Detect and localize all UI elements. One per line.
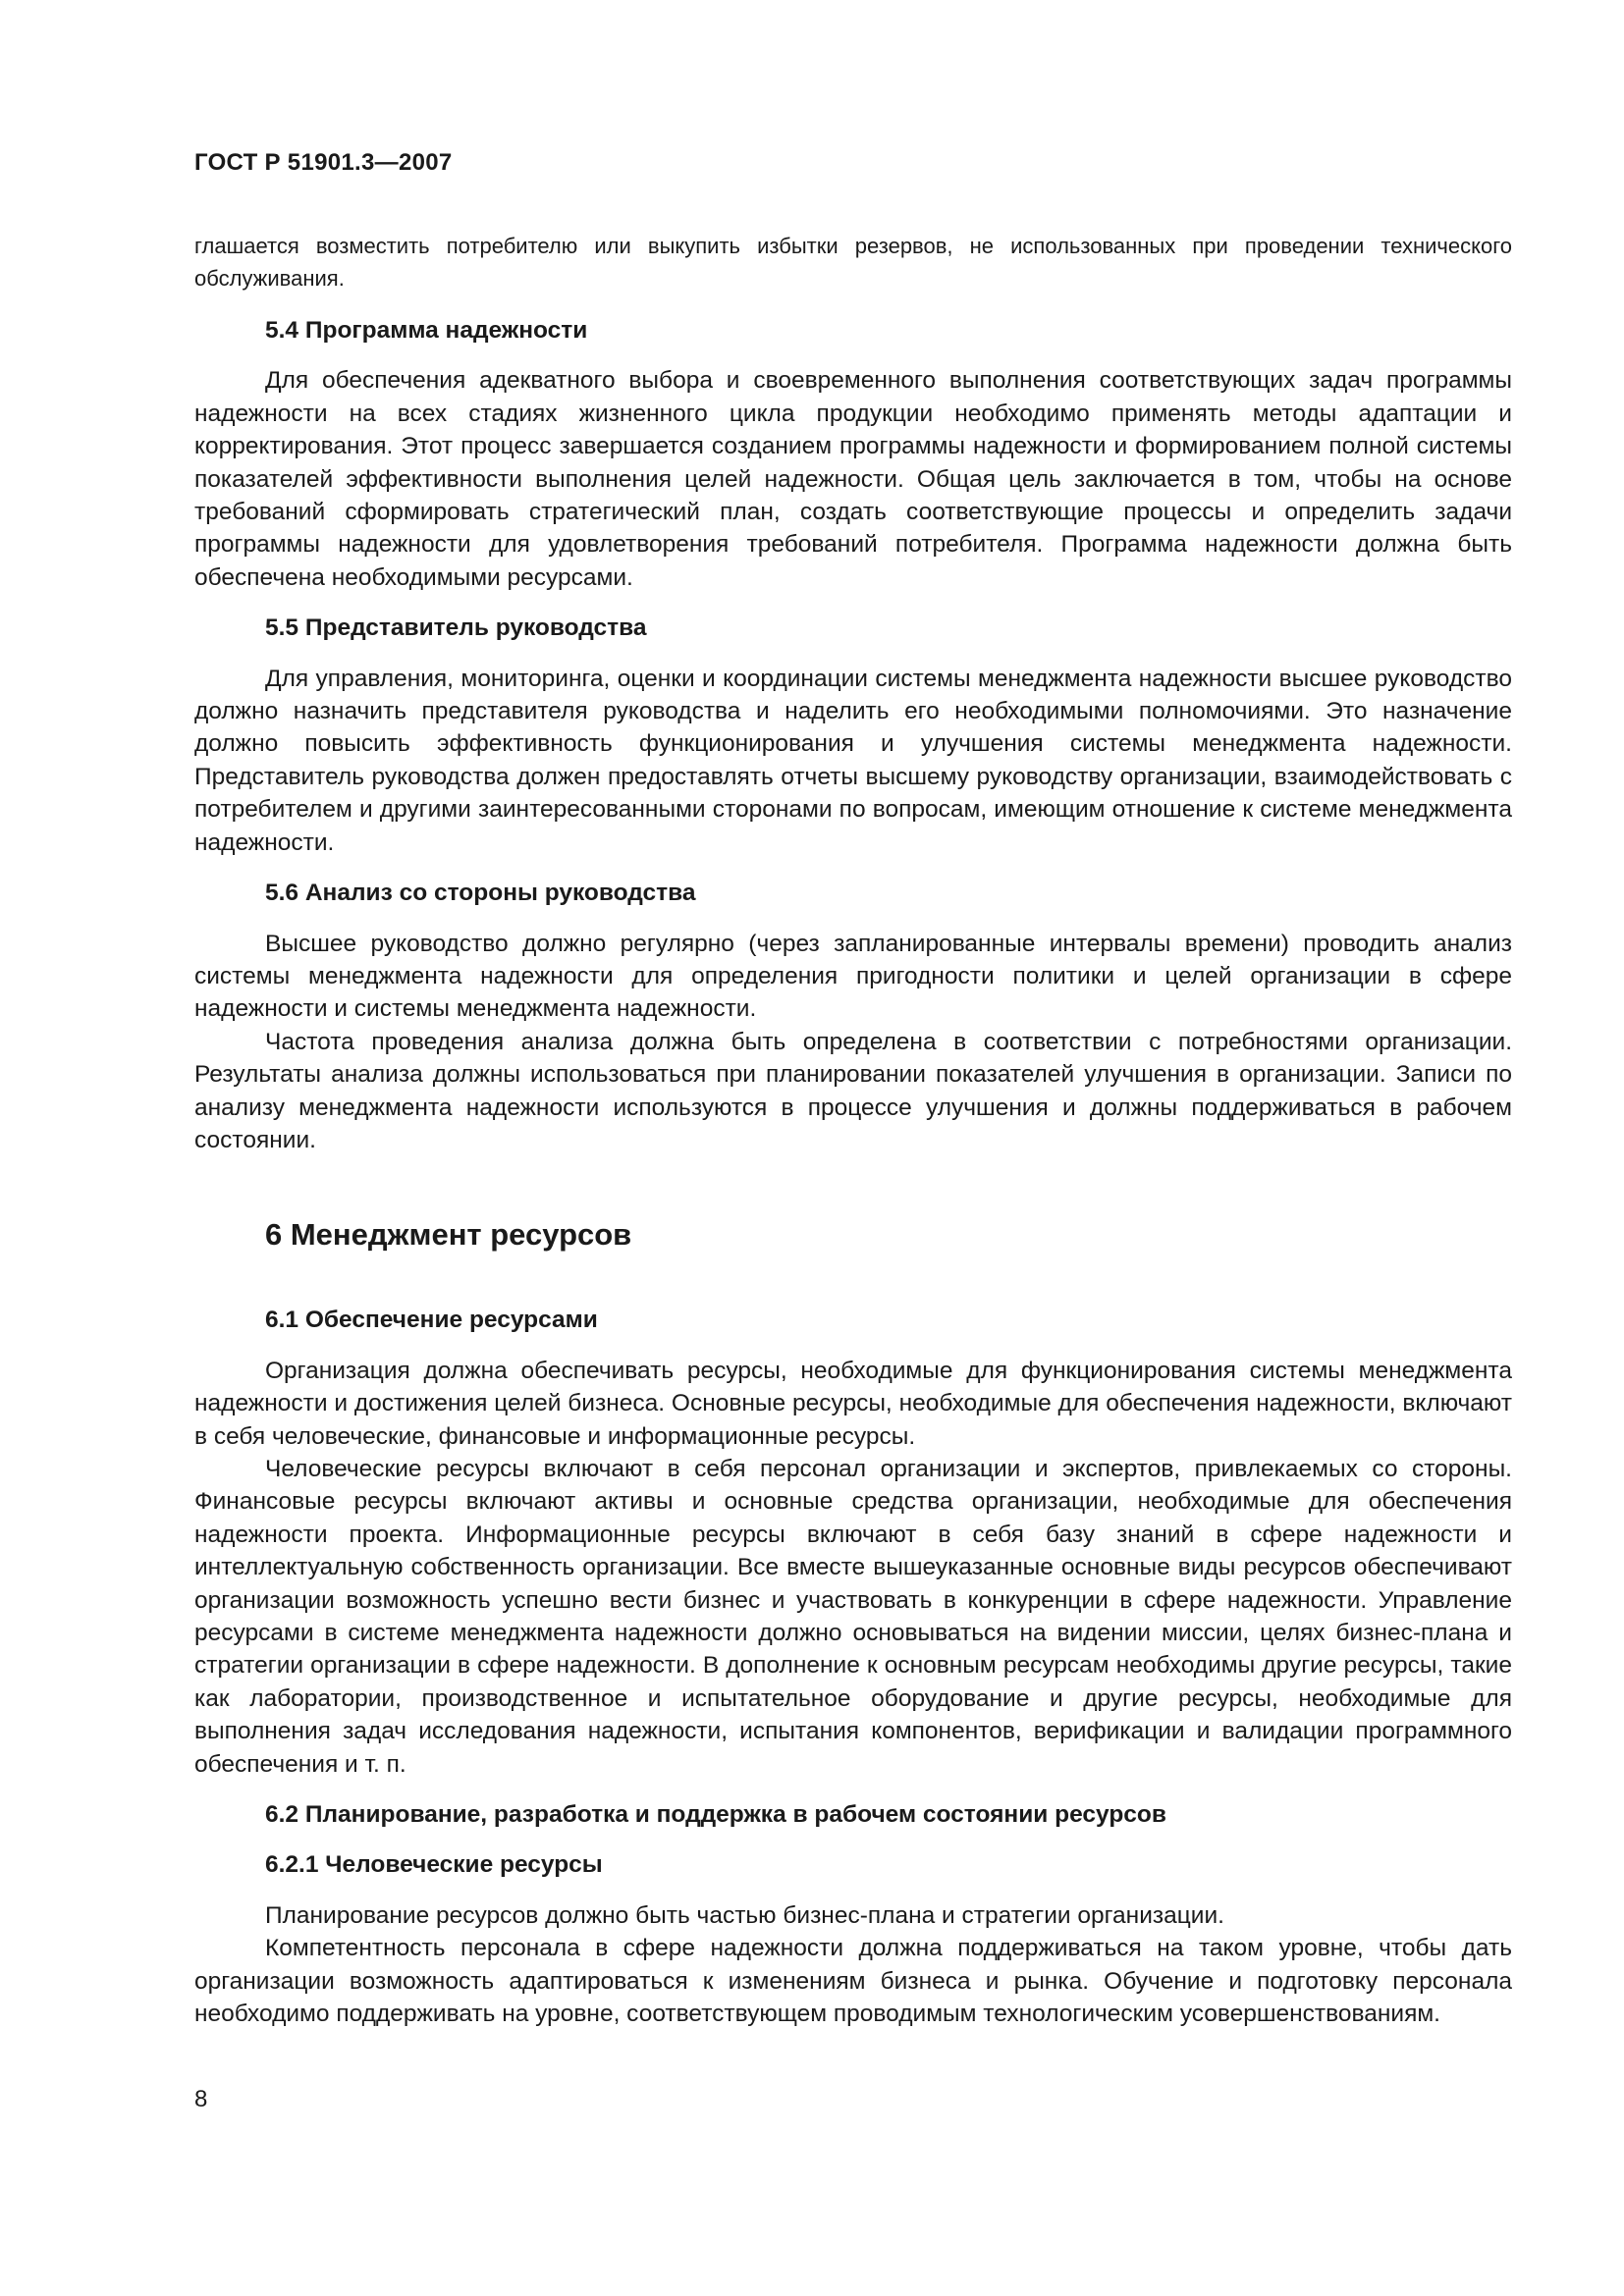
section-6-heading: 6 Менеджмент ресурсов <box>265 1217 632 1253</box>
section-5-6-heading: 5.6 Анализ со стороны руководства <box>265 880 696 907</box>
continuation-paragraph: глашается возместить потребителю или выкупить избытки резервов, не использованных при проведении технического обслуживания. <box>194 234 1512 291</box>
section-5-6-paragraph-1: Высшее руководство должно регулярно (через запланированные интервалы времени) проводить анализ системы менеджмента надежности для определения пригодности политики и целей организации в сфере надежности и системы менеджмента надежности. <box>194 930 1512 1023</box>
section-5-5-paragraph: Для управления, мониторинга, оценки и координации системы менеджмента надежности высшее руководство должно назначить представителя руководства и наделить его необходимыми полномочиями. Это назначение должно повысить эффективность функционирования и улучшения системы менеджмента надежности. Представитель руководства должен предоставлять отчеты высшему руководству организации, взаимодействовать с потребителем и другими заинтересованными сторонами по вопросам, имеющим отношение к системе менеджмента надежности. <box>194 665 1512 856</box>
section-5-5-heading: 5.5 Представитель руководства <box>265 614 647 642</box>
page-number: 8 <box>194 2086 208 2112</box>
section-6-2-1-heading: 6.2.1 Человеческие ресурсы <box>265 1851 603 1879</box>
section-5-4-heading: 5.4 Программа надежности <box>265 317 588 344</box>
section-6-1-paragraph-2: Человеческие ресурсы включают в себя персонал организации и экспертов, привлекаемых со стороны. Финансовые ресурсы включают активы и основные средства организации, необходимые для обеспечения надежности проекта. Информационные ресурсы включают в себя базу знаний в сфере надежности и интеллектуальную собственность организации. Все вместе вышеуказанные основные виды ресурсов обеспечивают организации возможность успешно вести бизнес и участвовать в конкуренции в сфере надежности. Управление ресурсами в системе менеджмента надежности должно основываться на видении миссии, целях бизнес-плана и стратегии организации в сфере надежности. В дополнение к основным ресурсам необходимы другие ресурсы, такие как лаборатории, производственное и испытательное оборудование и другие ресурсы, необходимые для выполнения задач исследования надежности, испытания компонентов, верификации и валидации программного обеспечения и т. п. <box>194 1455 1512 1778</box>
section-5-4-paragraph: Для обеспечения адекватного выбора и своевременного выполнения соответствующих задач программы надежности на всех стадиях жизненного цикла продукции необходимо применять методы адаптации и корректирования. Этот процесс завершается созданием программы надежности и формированием полной системы показателей эффективности выполнения целей надежности. Общая цель заключается в том, чтобы на основе требований сформировать стратегический план, создать соответствующие процессы и определить задачи программы надежности для удовлетворения требований потребителя. Программа надежности должна быть обеспечена необходимыми ресурсами. <box>194 367 1512 591</box>
section-5-6-paragraph-2: Частота проведения анализа должна быть определена в соответствии с потребностями организации. Результаты анализа должны использоваться при планировании показателей улучшения в организации. Записи по анализу менеджмента надежности используются в процессе улучшения и должны поддерживаться в рабочем состоянии. <box>194 1028 1512 1153</box>
document-page <box>194 147 1512 2030</box>
section-6-2-heading: 6.2 Планирование, разработка и поддержка в рабочем состоянии ресурсов <box>265 1801 1166 1829</box>
section-6-1-heading: 6.1 Обеспечение ресурсами <box>265 1307 598 1334</box>
section-6-2-1-paragraph-1: Планирование ресурсов должно быть частью бизнес-плана и стратегии организации. <box>265 1901 1224 1929</box>
document-id-header: ГОСТ Р 51901.3—2007 <box>194 149 453 176</box>
section-6-1-paragraph-1: Организация должна обеспечивать ресурсы, необходимые для функционирования системы менеджмента надежности и достижения целей бизнеса. Основные ресурсы, необходимые для обеспечения надежности, включают в себя человеческие, финансовые и информационные ресурсы. <box>194 1357 1512 1450</box>
section-6-2-1-paragraph-2: Компетентность персонала в сфере надежности должна поддерживаться на таком уровне, чтобы дать организации возможность адаптироваться к изменениям бизнеса и рынка. Обучение и подготовку персонала необходимо поддерживать на уровне, соответствующем проводимым технологическим усовершенствованиям. <box>194 1935 1512 2028</box>
